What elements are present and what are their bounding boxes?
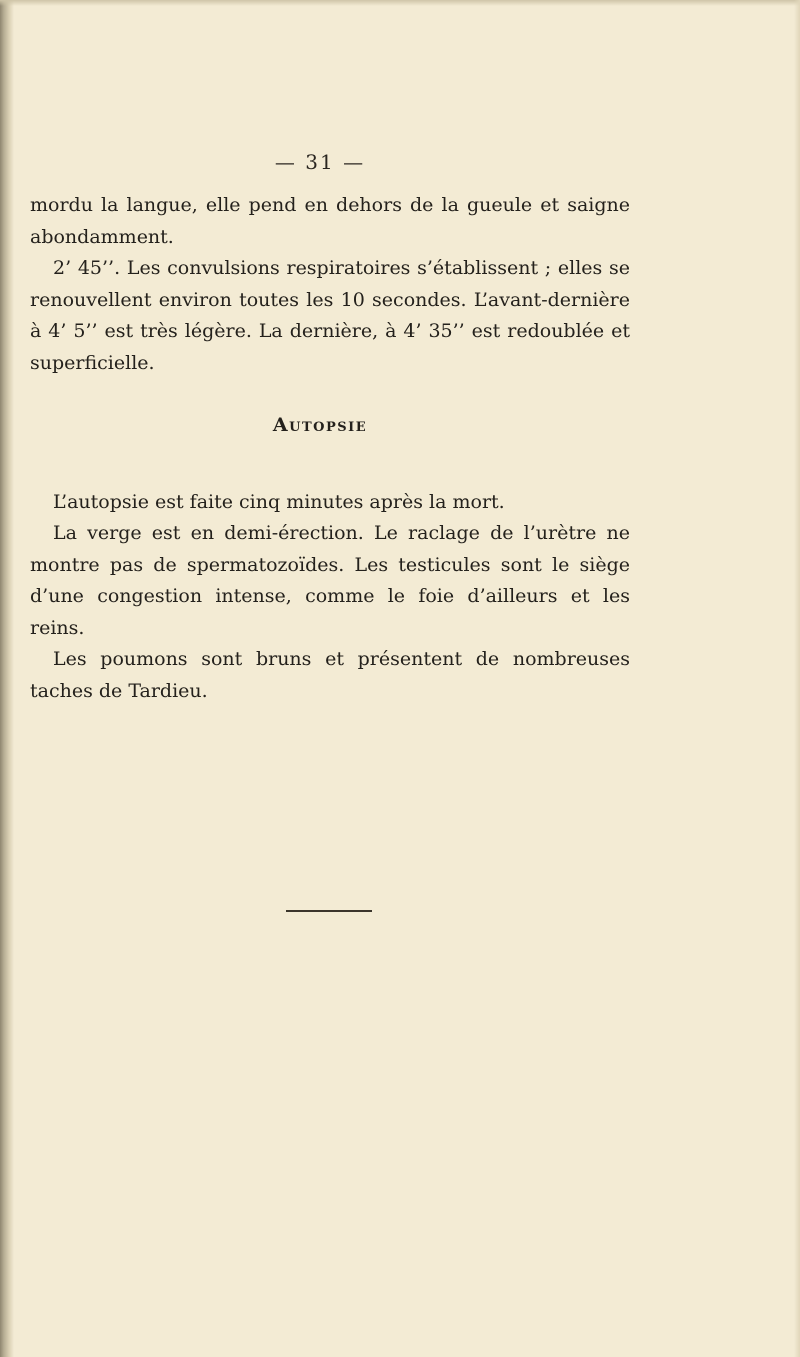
section-heading: Autopsie	[272, 414, 368, 436]
paragraph-lungs: Les poumons sont bruns et présentent de nombreuses taches de Tardieu.	[30, 648, 630, 702]
paragraph-convulsions: 2’ 45’’. Les convulsions respiratoires s’établissent ; elles se renouvellent environ toutes les 10 secondes. L’avant-dernière à 4’ 5’’ est très légère. La dernière, à 4’ 35’’ est redoublée et superficielle.	[30, 257, 630, 374]
page-top-edge	[0, 0, 800, 6]
paragraph-autopsy-time: L’autopsie est faite cinq minutes après la mort.	[53, 491, 505, 513]
paragraph-findings: La verge est en demi-érection. Le raclage de l’urètre ne montre pas de spermatozoïdes. Les testicules sont le siège d’une congestion intense, comme le foie d’ailleurs et les reins.	[30, 522, 630, 639]
page-number: — 31 —	[274, 150, 366, 174]
paragraph-continuation: mordu la langue, elle pend en dehors de la gueule et saigne abondamment.	[30, 194, 630, 248]
section-end-rule	[286, 910, 372, 912]
page-binding-shadow	[0, 0, 14, 1357]
page-right-edge	[794, 0, 800, 1357]
